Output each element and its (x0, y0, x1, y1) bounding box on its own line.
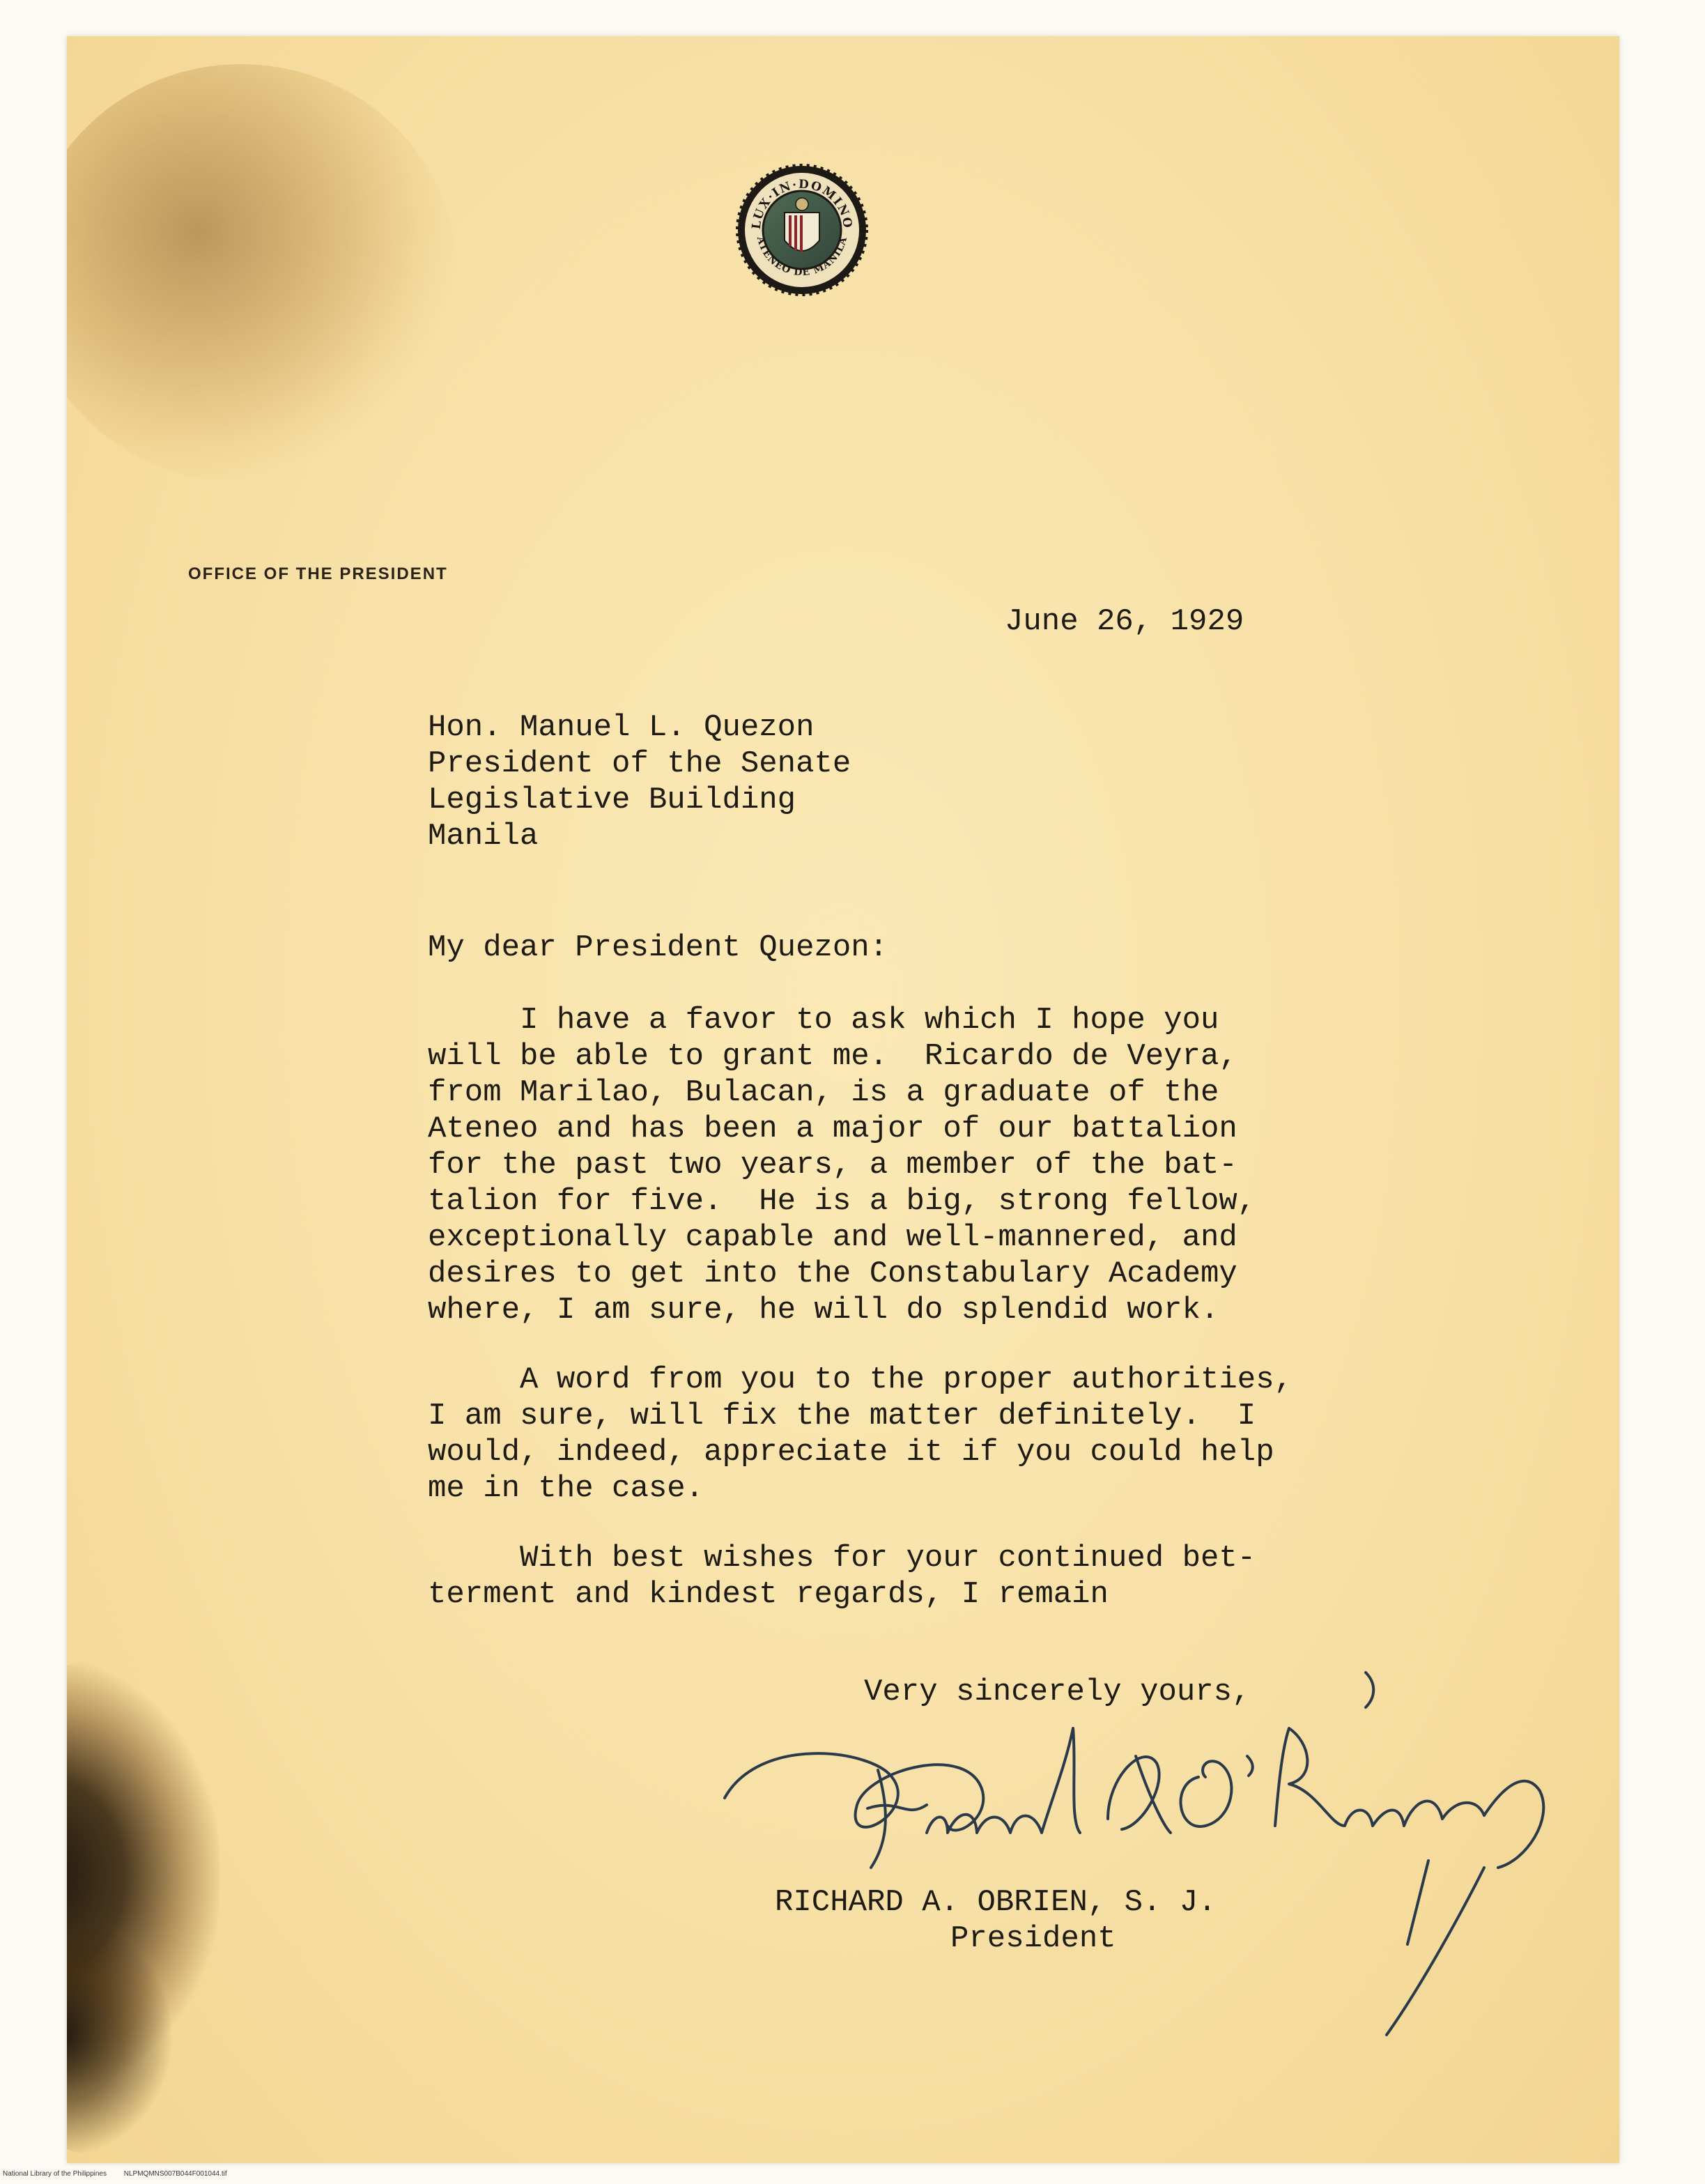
signature-a-stroke (1108, 1756, 1171, 1833)
body-line: I have a favor to ask which I hope you (428, 1003, 1219, 1038)
body-paragraph-1 (428, 1002, 1293, 1328)
body-line: A word from you to the proper authorities, (428, 1362, 1293, 1397)
body-paragraph-2 (428, 1362, 1293, 1507)
seal-motto: LUX·IN·DOMINO (749, 177, 855, 231)
body-line: where, I am sure, he will do splendid work. (428, 1293, 1219, 1328)
signature-closing-paren (1366, 1672, 1373, 1707)
salutation: My dear President Quezon: (428, 930, 888, 965)
burn-mark (67, 1660, 220, 2092)
archive-institution: National Library of the Philippines (3, 2170, 107, 2178)
addressee-block (428, 709, 851, 854)
body-line: talion for five. He is a big, strong fellow, (428, 1184, 1256, 1219)
body-line: I am sure, will fix the matter definitely. I (428, 1399, 1256, 1433)
archive-file-id: NLPMQMNS007B044F001044.tif (123, 2170, 227, 2178)
body-paragraph-3 (428, 1540, 1293, 1613)
signature-brien-stroke (1275, 1728, 1484, 1826)
body-line: terment and kindest regards, I remain (428, 1577, 1109, 1612)
signer-title: President (950, 1921, 1116, 1956)
body-line: me in the case. (428, 1471, 704, 1506)
seal-sun-icon (796, 198, 808, 210)
body-line: from Marilao, Bulacan, is a graduate of the (428, 1075, 1219, 1110)
archive-caption (3, 2170, 242, 2178)
body-line: exceptionally capable and well-mannered, and (428, 1220, 1237, 1255)
letterhead-office: OFFICE OF THE PRESIDENT (188, 564, 448, 583)
signature-flourish-stroke (1484, 1781, 1543, 1868)
signer-name: RICHARD A. OBRIEN, S. J. (775, 1885, 1217, 1920)
body-line: for the past two years, a member of the bat- (428, 1148, 1237, 1183)
signature-ichard-stroke (927, 1728, 1080, 1833)
addressee-line: Manila (428, 819, 539, 854)
addressee-line: Legislative Building (428, 783, 796, 817)
addressee-line: Hon. Manuel L. Quezon (428, 710, 815, 745)
body-line: will be able to grant me. Ricardo de Veyra, (428, 1039, 1237, 1074)
seal-institution-name: ATENEO DE MANILA (754, 235, 850, 279)
body-line: would, indeed, appreciate it if you could help (428, 1435, 1274, 1470)
water-stain (67, 64, 457, 482)
burn-mark-lower (67, 1918, 171, 2155)
letter-body (428, 1002, 1293, 1646)
addressee-line: President of the Senate (428, 746, 851, 781)
ateneo-seal (736, 164, 868, 296)
signature-o-stroke (1181, 1756, 1253, 1827)
body-line: With best wishes for your continued bet- (428, 1541, 1256, 1576)
signature-mark-short (1407, 1861, 1428, 1944)
letter-date: June 26, 1929 (1005, 604, 1244, 639)
signature-mark-long (1387, 1868, 1484, 2035)
body-line: Ateneo and has been a major of our battalion (428, 1112, 1237, 1146)
closing: Very sincerely yours, (864, 1675, 1251, 1709)
body-line: desires to get into the Constabulary Academy (428, 1256, 1237, 1291)
signature (718, 1659, 1596, 2049)
